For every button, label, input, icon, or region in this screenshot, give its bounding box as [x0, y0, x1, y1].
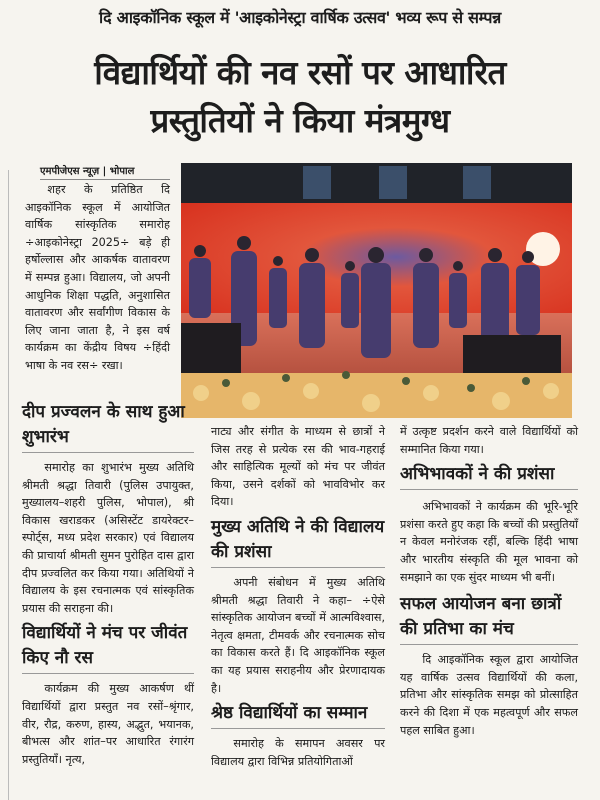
section-heading: दीप प्रज्वलन के साथ हुआ शुभारंभ — [22, 400, 194, 453]
kicker: दि आइकॉनिक स्कूल में 'आइकोनेस्ट्रा वार्षिक उत्सव' भव्य रूप से सम्पन्न — [98, 8, 501, 27]
byline: एमपीजेएस न्यूज़ | भोपाल — [40, 163, 170, 180]
column-1 — [22, 400, 194, 768]
section-heading: मुख्य अतिथि ने की विद्यालय की प्रशंसा — [211, 515, 385, 568]
section-heading: श्रेष्ठ विद्यार्थियों का सम्मान — [211, 701, 385, 729]
section-heading: विद्यार्थियों ने मंच पर जीवंत किए नौ रस — [22, 621, 194, 674]
section-heading: सफल आयोजन बना छात्रों की प्रतिभा का मंच — [400, 592, 578, 645]
intro-paragraph: शहर के प्रतिष्ठित दि आइकॉनिक स्कूल में आयोजित वार्षिक सांस्कृतिक समारोह ÷आइकोनेस्ट्रा 2025÷ बड़े ही हर्षोल्लास और आकर्षक वातावरण में सम्पन्न हुआ। विद्यालय, जो अपनी आधुनिक शिक्षा पद्धति, अनुशासित वातावरण और सर्वांगीण विकास के लिए जाना जाता है, ने इस वर्ष कार्यक्रम का केंद्रीय विषय ÷हिंदी भाषा के नव रस÷ रखा। — [25, 183, 170, 372]
section-text-continued: नाट्य और संगीत के माध्यम से छात्रों ने जिस तरह से प्रत्येक रस की भाव-गहराई और साहित्यिक मूल्यों को मंच पर जीवंत किया, उसने दर्शकों को भावविभोर कर दिया। — [211, 425, 385, 509]
event-photo — [181, 163, 572, 418]
section-text: अभिभावकों ने कार्यक्रम की भूरि-भूरि प्रशंसा करते हुए कहा कि बच्चों की प्रस्तुतियाँ न केवल मनोरंजक रहीं, बल्कि हिंदी भाषा और भारतीय संस्कृति की मूल भावना को समझाने का एक सुंदर माध्यम भी बनीं। — [400, 500, 578, 584]
adjacent-column-edge — [0, 170, 9, 800]
column-3 — [400, 423, 578, 739]
section-text: समारोह के समापन अवसर पर विद्यालय द्वारा विभिन्न प्रतियोगिताओं — [211, 737, 385, 768]
section-text: अपनी संबोधन में मुख्य अतिथि श्रीमती श्रद्धा तिवारी ने कहा– ÷ऐसे सांस्कृतिक आयोजन बच्चों में आत्मविश्वास, नेतृत्व क्षमता, टीमवर्क और रचनात्मक सोच का विकास करते हैं। दि आइकॉनिक स्कूल का यह प्रयास सराहनीय और प्रेरणादायक है। — [211, 575, 385, 695]
section-text: दि आइकॉनिक स्कूल द्वारा आयोजित यह वार्षिक उत्सव विद्यार्थियों की कला, प्रतिभा और सांस्कृतिक समझ को प्रोत्साहित करने की दिशा में एक महत्वपूर्ण और सफल पहल साबित हुआ। — [400, 653, 578, 737]
headline-line-2: प्रस्तुतियों ने किया मंत्रमुग्ध — [150, 101, 450, 140]
column-2 — [211, 423, 385, 770]
section-text: समारोह का शुभारंभ मुख्य अतिथि श्रीमती श्रद्धा तिवारी (पुलिस उपायुक्त, मुख्यालय–शहरी पुलिस, भोपाल), श्री विकास खराडकर (असिस्टेंट डायरेक्टर–स्पोर्ट्स, मध्य प्रदेश सरकार) एवं विद्यालय की प्राचार्या श्रीमती सुमन पुरोहित दास द्वारा दीप प्रज्वलित कर किया गया। अतिथियों ने विद्यालय के इस रचनात्मक एवं सांस्कृतिक प्रयास की सराहना की। — [22, 461, 194, 615]
section-text: कार्यक्रम की मुख्य आकर्षण थीं विद्यार्थियों द्वारा प्रस्तुत नव रसों–श्रृंगार, वीर, रौद्र, करुण, हास्य, अद्भुत, भयानक, बीभत्स और शांत–पर आधारित रंगारंग प्रस्तुतियाँ। नृत्य, — [22, 682, 194, 766]
section-heading: अभिभावकों ने की प्रशंसा — [400, 462, 578, 490]
headline-line-1: विद्यार्थियों की नव रसों पर आधारित — [94, 53, 506, 92]
section-text-continued: में उत्कृष्ट प्रदर्शन करने वाले विद्यार्थियों को सम्मानित किया गया। — [400, 425, 578, 456]
